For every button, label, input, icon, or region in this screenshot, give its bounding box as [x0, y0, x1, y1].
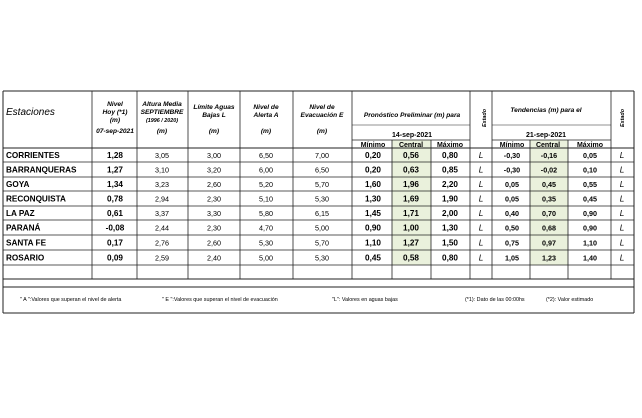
header-altura-3: (1996 / 2020)	[145, 118, 179, 124]
cell-p-min: 1,10	[365, 238, 381, 248]
cell-limite: 3,30	[207, 209, 221, 218]
cell-t-central: 0,68	[542, 223, 556, 233]
header-evac-2: Evacuación E	[300, 112, 344, 119]
cell-estado-pronostico: L	[478, 223, 484, 233]
cell-t-max: 0,55	[583, 180, 597, 189]
cell-p-max: 1,90	[442, 194, 458, 204]
cell-alerta: 5,30	[259, 238, 273, 248]
cell-alerta: 5,00	[259, 253, 273, 263]
cell-altura: 2,76	[155, 238, 169, 248]
cell-p-central: 1,00	[403, 223, 419, 233]
header-altura-4: (m)	[156, 128, 168, 135]
cell-p-max: 1,50	[442, 238, 458, 248]
cell-estado-pronostico: L	[478, 209, 484, 218]
cell-p-central: 0,58	[403, 253, 419, 263]
header-limite-2: Bajas L	[202, 112, 226, 119]
cell-estado-pronostico: L	[478, 194, 484, 204]
cell-altura: 3,10	[155, 165, 169, 175]
cell-t-min: 0,05	[505, 180, 519, 189]
cell-altura: 2,44	[155, 223, 169, 233]
header-p-minimo: Mínimo	[360, 142, 386, 149]
cell-p-min: 0,20	[365, 151, 381, 160]
cell-p-max: 2,20	[442, 180, 458, 189]
cell-p-central: 1,69	[403, 194, 419, 204]
cell-p-min: 1,45	[365, 209, 381, 218]
cell-altura: 2,94	[155, 194, 169, 204]
cell-estado-pronostico: L	[478, 165, 484, 175]
station-name: CORRIENTES	[6, 151, 60, 160]
cell-p-max: 0,80	[442, 253, 458, 263]
header-tendencias-fecha: 21-sep-2021	[525, 132, 567, 139]
cell-altura: 3,05	[155, 151, 169, 160]
cell-p-max: 0,80	[442, 151, 458, 160]
cell-t-min: 1,05	[505, 253, 519, 263]
cell-p-min: 1,30	[365, 194, 381, 204]
cell-p-max: 0,85	[442, 165, 458, 175]
header-p-maximo: Máximo	[436, 142, 464, 149]
footer-nota1: (*1): Dato de las 00:00hs	[465, 297, 525, 303]
cell-t-min: -0,30	[503, 151, 521, 160]
station-name: BARRANQUERAS	[6, 165, 77, 175]
cell-t-max: 0,90	[583, 223, 597, 233]
cell-estado-pronostico: L	[478, 238, 484, 248]
cell-estado-tendencia: L	[619, 165, 625, 175]
cell-p-min: 0,20	[365, 165, 381, 175]
cell-t-central: 0,35	[542, 194, 556, 204]
header-nivel-date: 07-sep-2021	[96, 128, 134, 135]
cell-t-min: 0,05	[505, 194, 519, 204]
footer-evacuacion: " E ":Valores que superan el nivel de evacuación	[162, 297, 278, 303]
cell-estado-pronostico: L	[478, 253, 484, 263]
cell-alerta: 4,70	[259, 223, 273, 233]
cell-limite: 2,60	[207, 238, 221, 248]
header-alerta-2: Alerta A	[253, 112, 279, 119]
cell-estado-pronostico: L	[478, 180, 484, 189]
cell-t-central: 1,23	[542, 253, 556, 263]
cell-p-max: 2,00	[442, 209, 458, 218]
cell-evac: 6,50	[315, 165, 329, 175]
cell-evac: 5,30	[315, 253, 329, 263]
header-pronostico-fecha: 14-sep-2021	[391, 132, 433, 139]
cell-p-central: 0,63	[403, 165, 419, 175]
header-estado-1: Estado	[482, 109, 488, 127]
header-pronostico: Pronóstico Preliminar (m) para	[363, 112, 461, 119]
cell-alerta: 6,00	[259, 165, 273, 175]
cell-p-central: 0,56	[403, 151, 419, 160]
cell-nivel: 0,09	[107, 253, 123, 263]
cell-p-min: 0,90	[365, 223, 381, 233]
cell-nivel: 1,27	[107, 165, 123, 175]
cell-estado-tendencia: L	[619, 180, 625, 189]
cell-t-min: 0,40	[505, 209, 519, 218]
cell-alerta: 5,80	[259, 209, 273, 218]
header-evac-3: (m)	[316, 128, 328, 135]
footer-alerta: " A ":Valores que superan el nivel de alerta	[20, 297, 122, 303]
cell-t-max: 0,10	[583, 165, 597, 175]
cell-evac: 6,15	[315, 209, 329, 218]
cell-altura: 3,23	[155, 180, 169, 189]
station-name: SANTA FE	[6, 238, 47, 248]
cell-p-min: 0,45	[365, 253, 381, 263]
header-tendencias: Tendencias (m) para el	[510, 107, 582, 114]
cell-estado-tendencia: L	[619, 194, 625, 204]
cell-limite: 2,30	[207, 223, 221, 233]
header-t-central: Central	[535, 142, 561, 149]
cell-evac: 5,30	[315, 194, 329, 204]
cell-estado-pronostico: L	[478, 151, 484, 160]
footer-nota2: (*2): Valor estimado	[546, 297, 594, 303]
station-name: LA PAZ	[6, 209, 35, 218]
header-nivel-2: Hoy (*1)	[102, 109, 128, 116]
cell-nivel: 0,78	[107, 194, 123, 204]
cell-nivel: 1,28	[107, 151, 123, 160]
cell-alerta: 5,10	[259, 194, 273, 204]
cell-altura: 3,37	[155, 209, 169, 218]
header-p-central: Central	[398, 142, 424, 149]
cell-t-central: 0,70	[542, 209, 556, 218]
cell-t-min: 0,50	[505, 223, 519, 233]
header-estaciones: Estaciones	[6, 107, 55, 118]
cell-t-central: -0,16	[540, 151, 558, 160]
station-name: GOYA	[6, 180, 30, 189]
cell-p-central: 1,71	[403, 209, 419, 218]
cell-p-central: 1,96	[403, 180, 419, 189]
cell-alerta: 5,20	[259, 180, 273, 189]
header-altura-1: Altura Media	[142, 101, 182, 108]
cell-p-min: 1,60	[365, 180, 381, 189]
cell-t-min: 0,75	[505, 238, 519, 248]
cell-t-central: -0,02	[540, 165, 558, 175]
cell-t-max: 1,40	[583, 253, 597, 263]
cell-nivel: 1,34	[107, 180, 123, 189]
cell-p-central: 1,27	[403, 238, 419, 248]
cell-estado-tendencia: L	[619, 238, 625, 248]
cell-altura: 2,59	[155, 253, 169, 263]
cell-t-max: 0,45	[583, 194, 597, 204]
cell-t-max: 0,05	[583, 151, 597, 160]
footer-bajas: "L": Valores en aguas bajas	[332, 297, 398, 303]
header-nivel-3: (m)	[109, 117, 121, 124]
cell-nivel: -0,08	[105, 223, 125, 233]
cell-evac: 5,70	[315, 238, 329, 248]
cell-p-max: 1,30	[442, 223, 458, 233]
cell-t-max: 1,10	[583, 238, 597, 248]
cell-limite: 3,00	[207, 151, 221, 160]
cell-evac: 5,70	[315, 180, 329, 189]
cell-t-central: 0,45	[542, 180, 556, 189]
cell-estado-tendencia: L	[619, 209, 625, 218]
header-limite-1: Límite Aguas	[193, 104, 235, 111]
header-limite-3: (m)	[208, 128, 220, 135]
cell-nivel: 0,17	[107, 238, 123, 248]
cell-t-min: -0,30	[503, 165, 521, 175]
cell-limite: 3,20	[207, 165, 221, 175]
cell-estado-tendencia: L	[619, 253, 625, 263]
station-name: ROSARIO	[6, 253, 45, 263]
cell-limite: 2,30	[207, 194, 221, 204]
station-name: RECONQUISTA	[6, 194, 66, 204]
station-name: PARANÁ	[6, 223, 41, 233]
cell-t-central: 0,97	[542, 238, 556, 248]
header-altura-2: SEPTIEMBRE	[140, 109, 184, 116]
cell-evac: 5,00	[315, 223, 329, 233]
cell-alerta: 6,50	[259, 151, 273, 160]
header-alerta-1: Nivel de	[253, 104, 279, 111]
header-evac-1: Nivel de	[309, 104, 335, 111]
cell-estado-tendencia: L	[619, 223, 625, 233]
header-estado-2: Estado	[620, 109, 626, 127]
cell-estado-tendencia: L	[619, 151, 625, 160]
cell-evac: 7,00	[315, 151, 329, 160]
header-alerta-3: (m)	[260, 128, 272, 135]
cell-nivel: 0,61	[107, 209, 123, 218]
header-t-minimo: Mínimo	[499, 142, 525, 149]
cell-limite: 2,40	[207, 253, 221, 263]
cell-limite: 2,60	[207, 180, 221, 189]
cell-t-max: 0,90	[583, 209, 597, 218]
header-t-maximo: Máximo	[576, 142, 604, 149]
header-nivel-1: Nivel	[107, 101, 123, 108]
